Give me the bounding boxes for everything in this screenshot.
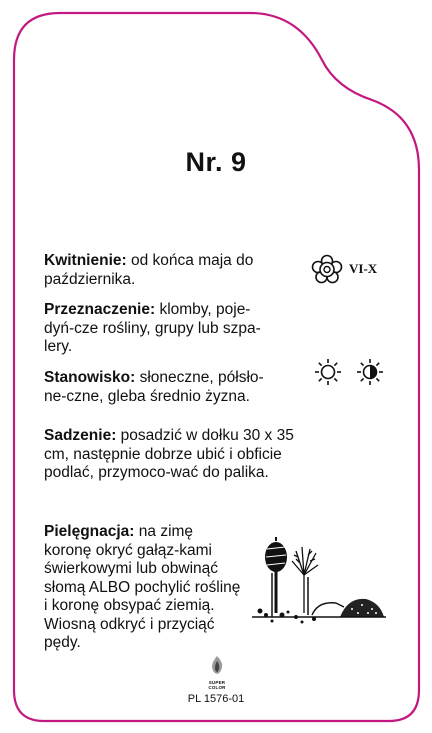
purpose-text: klomby, poje-dyń-cze rośliny, grupy lub szpa-lery. [44, 301, 261, 355]
purpose-section [44, 301, 279, 357]
flame-logo-icon [207, 655, 227, 675]
flowering-section [44, 252, 294, 289]
position-section [44, 369, 276, 406]
flowering-period: VI-X [349, 261, 378, 276]
sun-icon [314, 358, 342, 386]
brand-logo [205, 655, 229, 690]
planting-section [44, 427, 296, 483]
flower-icon [311, 254, 343, 284]
care-label: Pielęgnacja: [44, 523, 135, 540]
half-sun-icon [356, 358, 384, 386]
planting-label: Sadzenie: [44, 427, 117, 444]
page-title: Nr. 9 [185, 147, 247, 177]
logo-text-bottom: COLOR [208, 685, 226, 690]
planting-text: posadzić w dołku 30 x 35 cm, następnie dobrze ubić i obficie podlać, przymoco-wać do palika. [44, 427, 294, 481]
flowering-label: Kwitnienie: [44, 252, 127, 269]
purpose-label: Przeznaczenie: [44, 301, 156, 318]
product-code: PL 1576-01 [187, 693, 245, 705]
rose-winter-protection-illustration [252, 537, 387, 627]
position-label: Stanowisko: [44, 369, 136, 386]
care-section [44, 523, 244, 653]
care-text: na zimę koronę okryć gałąz-kami świerkowymi lub obwinąć słomą ALBO pochylić roślinę i koronę obsypać ziemią. Wiosną odkryć i przyciąć pędy. [44, 523, 241, 651]
logo-text-top: SUPER [208, 680, 226, 685]
position-text: słoneczne, półsło-ne-czne, gleba średnio żyzna. [44, 369, 264, 405]
flowering-text: od końca maja do października. [44, 252, 254, 288]
